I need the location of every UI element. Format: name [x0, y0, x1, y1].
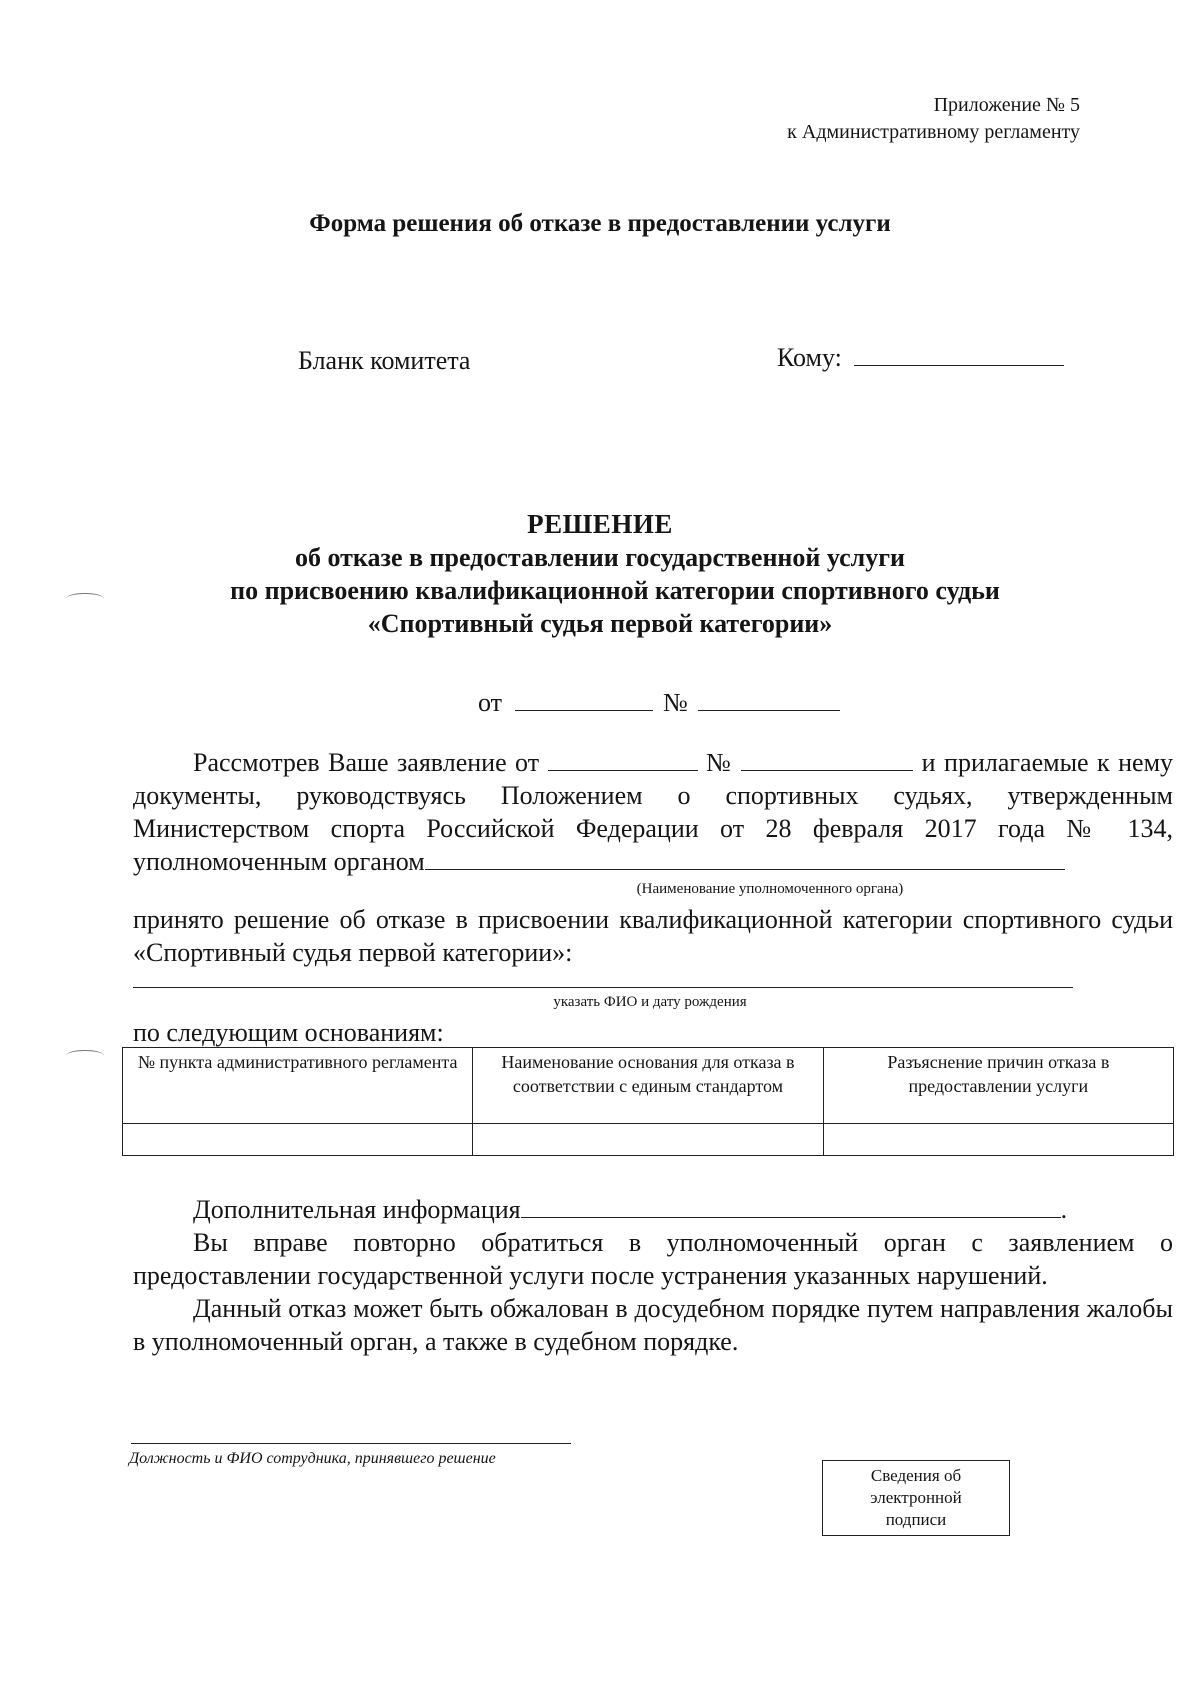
additional-info-end: .	[1060, 1195, 1068, 1224]
recipient-blank	[854, 341, 1064, 366]
application-text-start: Рассмотрев Ваше заявление от	[193, 748, 540, 777]
recipient-field	[777, 341, 1064, 374]
header-cell-clause: № пункта административного регламента	[123, 1048, 473, 1124]
decision-heading	[0, 508, 1200, 640]
number-label: №	[663, 688, 688, 717]
signature-caption: Должность и ФИО сотрудника, принявшего решение	[129, 1450, 496, 1467]
annex-reference: к Административному регламенту	[787, 121, 1080, 143]
additional-info-blank	[521, 1193, 1061, 1218]
additional-info-label: Дополнительная информация	[193, 1195, 521, 1224]
authority-caption: (Наименование уполномоченного органа)	[636, 881, 904, 897]
recipient-label: Кому:	[777, 343, 842, 372]
decision-date-number	[478, 686, 840, 719]
application-number-blank	[741, 746, 913, 771]
form-title: Форма решения об отказе в предоставлении услуги	[309, 210, 891, 237]
committee-blank-label: Бланк комитета	[298, 346, 471, 375]
application-date-blank	[548, 746, 698, 771]
appeal-paragraph: Данный отказ может быть обжалован в досудебном порядке путем направления жалобы в уполномоченный орган, а также в судебном порядке.	[133, 1294, 1173, 1356]
decision-paragraph: принято решение об отказе в присвоении квалификационной категории спортивного судьи «Спортивный судья первой категории»:	[133, 905, 1173, 967]
signature-line	[131, 1443, 571, 1444]
decision-title: РЕШЕНИЕ	[527, 509, 673, 539]
date-blank	[515, 686, 653, 711]
esig-line-1: Сведения об	[870, 1466, 962, 1485]
date-label: от	[478, 688, 503, 717]
table-cell	[123, 1124, 473, 1156]
fio-caption: указать ФИО и дату рождения	[553, 994, 747, 1010]
application-number-label: №	[706, 748, 733, 777]
header-cell-ground: Наименование основания для отказа в соответствии с единым стандартом	[473, 1048, 823, 1124]
table-cell	[473, 1124, 823, 1156]
decision-subtitle-1: об отказе в предоставлении государственной услуги	[294, 543, 905, 572]
table-header-row	[123, 1048, 1174, 1124]
table-cell	[823, 1124, 1173, 1156]
header-cell-explanation: Разъяснение причин отказа в предоставлении услуги	[823, 1048, 1173, 1124]
punch-hole-mark	[66, 593, 104, 604]
repeat-application-paragraph: Вы вправе повторно обратиться в уполномоченный орган с заявлением о предоставлении государственной услуги после устранения указанных нарушений.	[133, 1228, 1173, 1290]
esig-line-3: подписи	[885, 1510, 947, 1529]
application-text-rest: и прилагаемые к нему документы, руководствуясь Положением о спортивных судьях, утвержденным Министерством спорта Российской Федерации от 28 февраля 2017 года № 134, уполномоченным органом	[133, 748, 1174, 876]
fio-line	[133, 987, 1073, 988]
punch-hole-mark	[66, 1050, 104, 1061]
number-blank	[698, 686, 840, 711]
application-paragraph	[133, 746, 1173, 878]
grounds-label: по следующим основаниям:	[133, 1018, 444, 1047]
decision-subtitle-3: «Спортивный судья первой категории»	[367, 609, 833, 638]
annex-number: Приложение № 5	[933, 94, 1080, 116]
esig-line-2: электронной	[870, 1488, 962, 1507]
annex-header	[787, 92, 1080, 146]
table-row	[123, 1124, 1174, 1156]
additional-info-line	[133, 1193, 1173, 1226]
decision-subtitle-2: по присвоению квалификационной категории спортивного судьи	[230, 576, 1000, 605]
reasons-table	[122, 1047, 1174, 1156]
electronic-signature-box	[822, 1460, 1010, 1536]
authority-blank	[425, 845, 1065, 870]
